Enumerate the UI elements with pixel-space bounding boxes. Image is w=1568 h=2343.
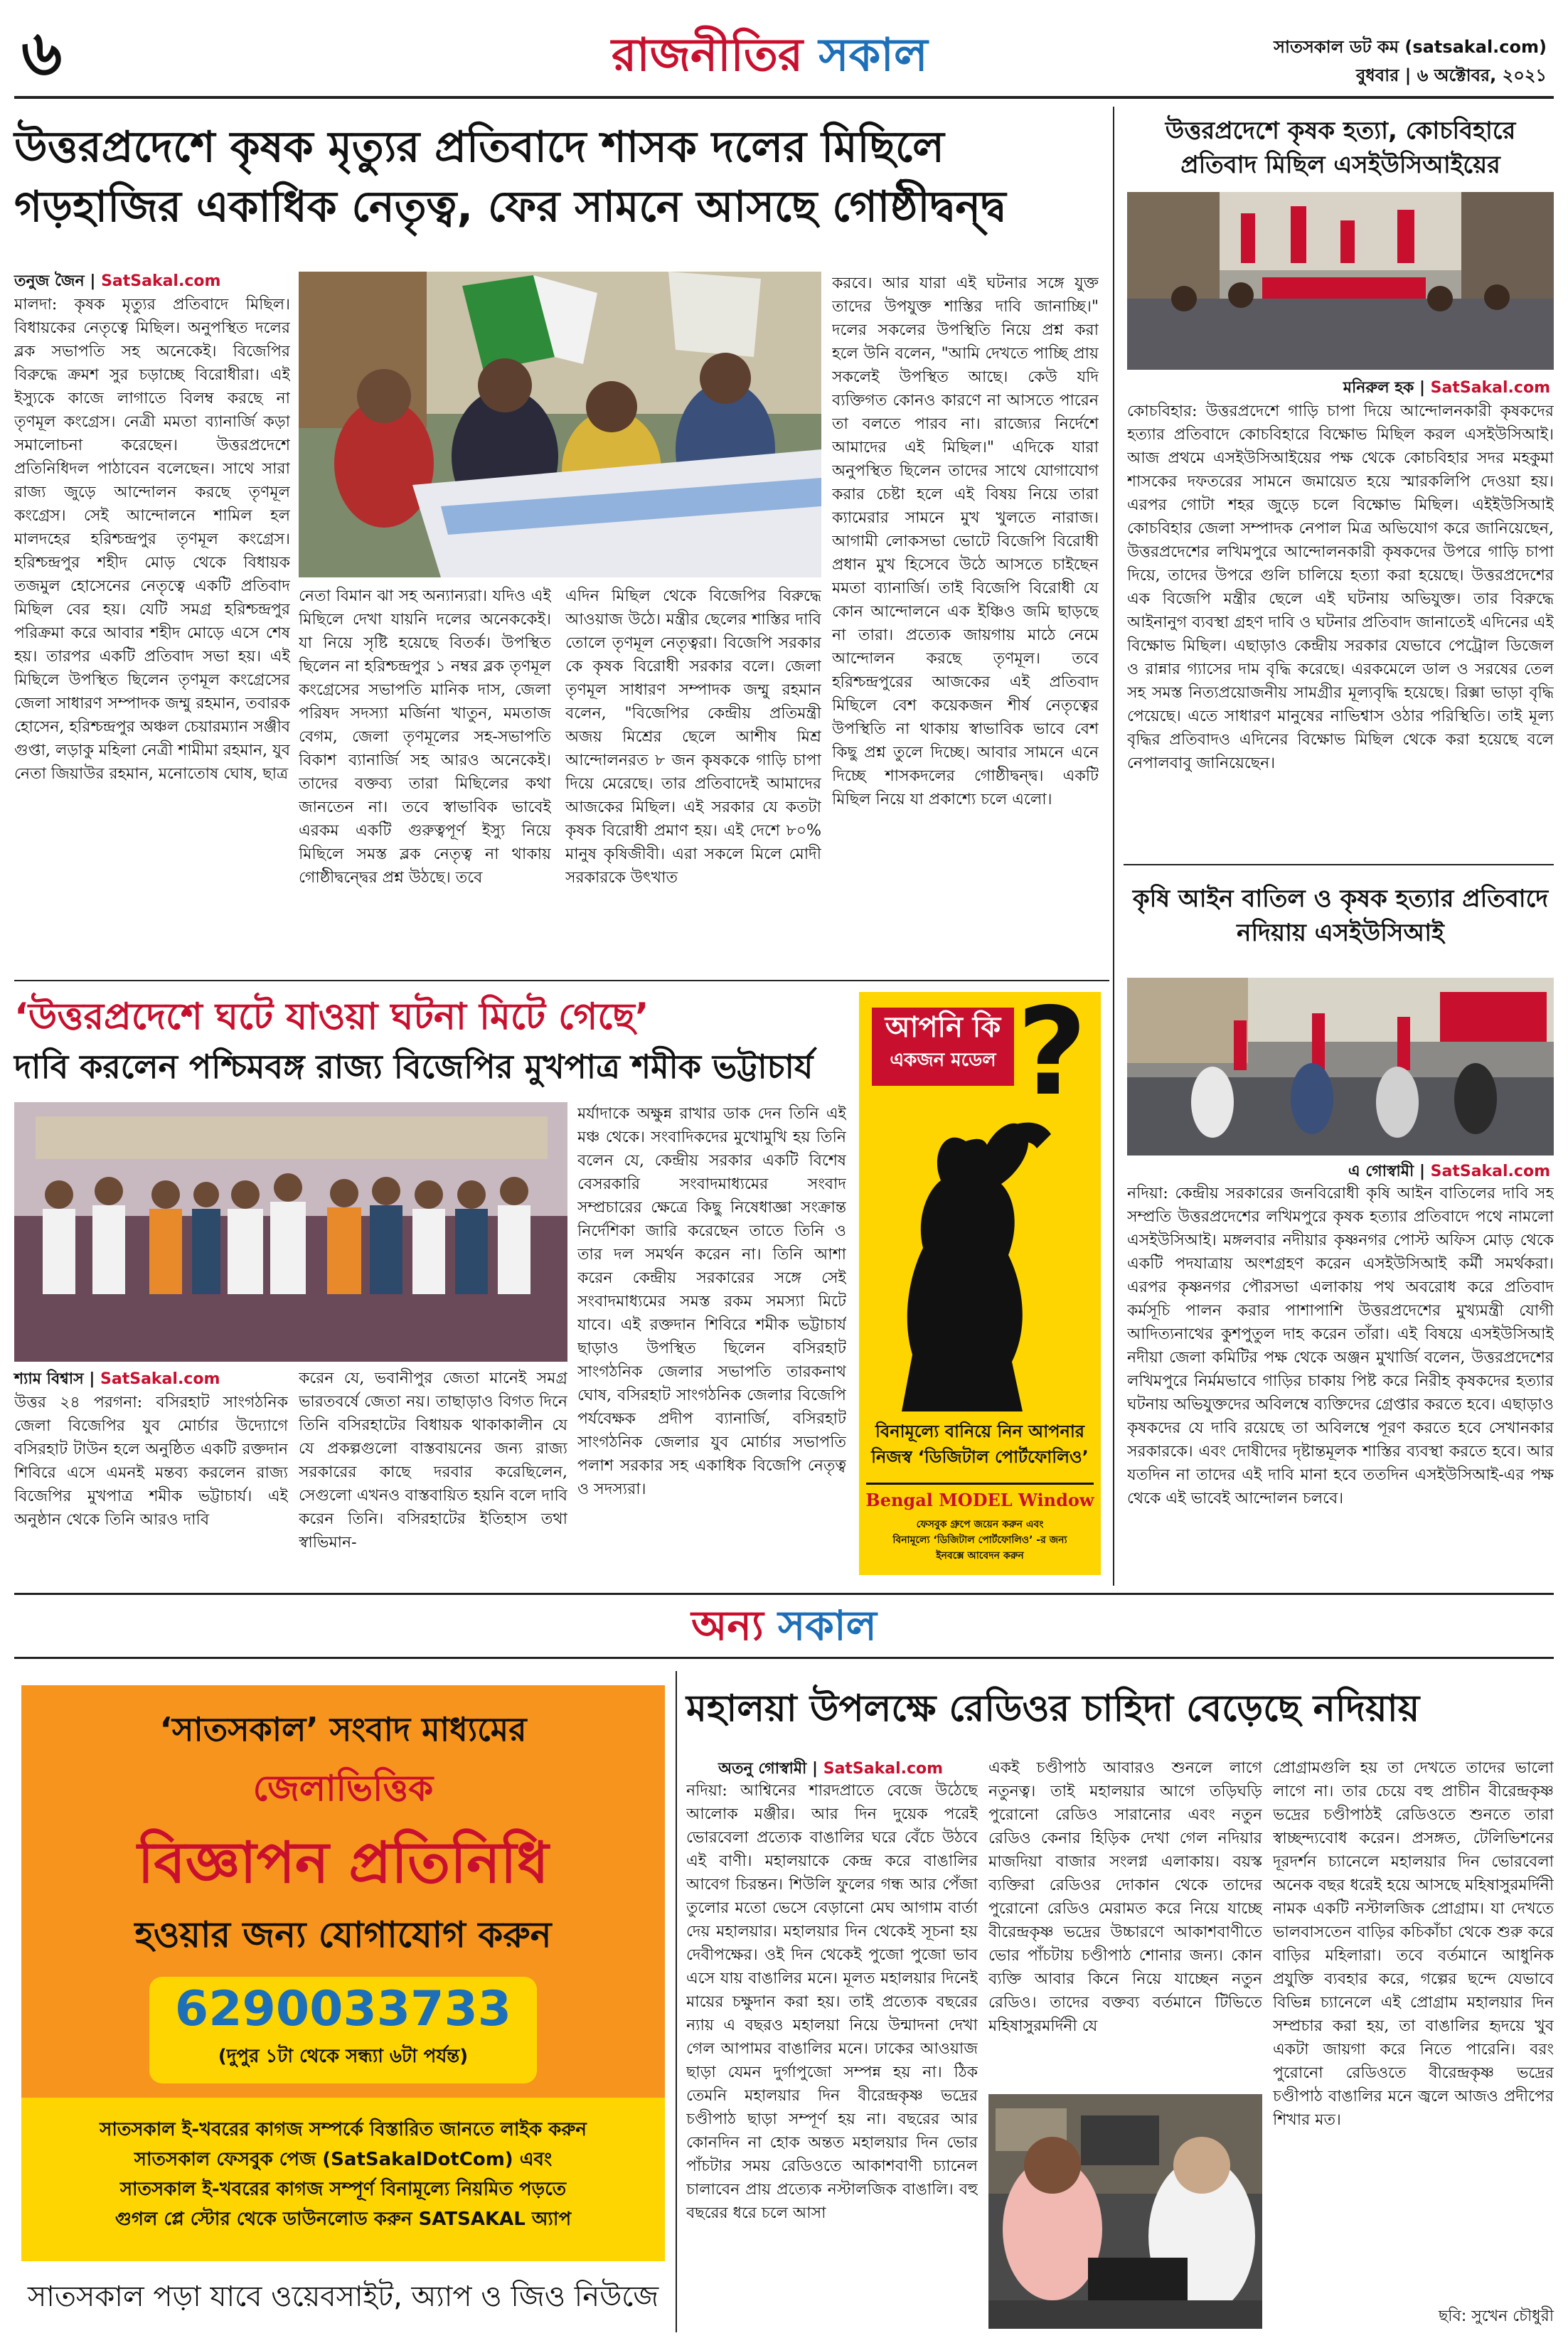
right2-body: নদিয়া: কেন্দ্রীয় সরকারের জনবিরোধী কৃষি আইন বাতিলের দাবি সহ সম্প্রতি উত্তরপ্রদেশের লখিমপুরে কৃষক হত্যার প্রতিবাদে পথে নামলো এসইউসিআই। মঙ্গলবার নদীয়ার কৃষ্ণনগর পোস্ট অফিস মোড় থেকে একটি পদযাত্রায় অংশগ্রহণ করেন এসইউসিআই কর্মী সমর্থকরা। এরপর কৃষ্ণনগর পৌরসভা এলাকায় পথ অবরোধ করে প্রতিবাদ কর্মসূচি পালন করার পাশাপাশি উত্তরপ্রদেশের মুখ্যমন্ত্রী যোগী আদিত্যনাথের কুশপুতুল দাহ করেন তাঁরা। এই বিষয়ে এসইউসিআই নদীয়া জেলা কমিটির পক্ষ থেকে অঞ্জন মুখার্জি বলেন, উত্তরপ্রদেশের লখিমপুরে নির্মমভাবে গাড়ির চাকায় পিষ্ট করে নিরীহ কৃষকদের হত্যার ঘটনায় অভিযুক্তদের অবিলম্বে ব্যক্তিদের গ্রেপ্তার করতে হবে। এছাড়াও কৃষকদের যে দাবি রয়েছে তা অবিলম্বে পূরণ করতে হবে সেখানকার সরকারকে। এবং দোষীদের দৃষ্টান্তমূলক শাস্তির ব্যবস্থা করতে হবে। আর যতদিন না তাদের এই দাবি মানা হবে ততদিন এসইউসিআই-এর পক্ষ থেকে এই ভাবেই আন্দোলন চলবে।: [1127, 1185, 1554, 1507]
right2-photo-credit: এ গোস্বামী | SatSakal.com: [1348, 1163, 1550, 1180]
radio-headline: মহালয়া উপলক্ষে রেডিওর চাহিদা বেড়েছে নদিয়ায়: [686, 1687, 1420, 1730]
lead-bottom-rule: [14, 980, 1109, 981]
model-ad-small-line2: বিনামূল্যে ‘ডিজিটাল পোর্টফোলিও’ -র জন্য: [892, 1535, 1067, 1546]
lead-col2: নেতা বিমান ঝা সহ অন্যান্যরা। যদিও এই মিছিলে দেখা যায়নি দলের অনেককেই। যা নিয়ে সৃষ্টি হয়েছে বিতর্ক। উপস্থিত ছিলেন না হরিশ্চন্দ্রপুর ১ নম্বর ব্লক তৃণমূল কংগ্রেসের সভাপতি মানিক দাস, জেলা পরিষদ সদস্যা মর্জিনা খাতুন, মমতাজ বেগম, জেলা তৃণমূলের সহ-সভাপতি বিকাশ ব্যানার্জি সহ আরও অনেকেই। তাদের বক্তব্য তারা মিছিলের কথা জানতেন না। তবে স্বাভাবিক ভাবেই এরকম একটি গুরুত্বপূর্ণ ইস্যু নিয়ে মিছিলে সমস্ত ব্লক নেতৃত্ব না থাকায় গোষ্ঠীদ্বন্দ্বের প্রশ্ন উঠছে। তবে: [299, 587, 551, 887]
bjp-headline: [14, 992, 846, 1092]
recruit-ad-footer: সাতসকাল পড়া যাবে ওয়েবসাইট, অ্যাপ ও জিও নিউজে: [27, 2280, 659, 2313]
radio-byline: অতনু গোস্বামী | SatSakal.com: [718, 1760, 944, 1778]
model-ad-question: [872, 1008, 1014, 1086]
lead-photo: [299, 272, 821, 577]
section2-rule-bottom: [14, 1657, 1554, 1659]
right2-credit-name: এ গোস্বামী: [1348, 1163, 1414, 1180]
right1-credit-site: SatSakal.com: [1430, 379, 1550, 397]
model-ad-question-line1: আপনি কি: [885, 1011, 1001, 1044]
recruit-ad-phone-box: [149, 1977, 537, 2083]
rally-photo-graphic: [1127, 192, 1554, 370]
model-silhouette-graphic: [859, 1113, 1101, 1411]
section2-rule-top: [14, 1593, 1554, 1595]
lead-byline: তনুজ জৈন | SatSakal.com: [14, 272, 221, 290]
right1-body: কোচবিহার: উত্তরপ্রদেশে গাড়ি চাপা দিয়ে আন্দোলনকারী কৃষকদের হত্যার প্রতিবাদে কোচবিহারে বিক্ষোভ মিছিল করল এসইউসিআই। আজ প্রথমে এসইউসিআইয়ের পক্ষ থেকে কোচবিহার সদর মহকুমা শাসকের দফতরের সামনে জমায়েত হয়ে স্মারকলিপি দেওয়া হয়। এরপর গোটা শহর জুড়ে চলে বিক্ষোভ মিছিল। এইইউসিআই কোচবিহার জেলা সম্পাদক নেপাল মিত্র অভিযোগ করে জানিয়েছেন, উত্তরপ্রদেশের লখিমপুরে আন্দোলনকারী কৃষকদের উপরে গাড়ি চাপা দিয়ে, তাদের উপরে গুলি চালিয়ে হত্যা করা হয়েছে। উত্তরপ্রদেশের এক বিজেপি মন্ত্রীর ছেলে এই ঘটনায় অভিযুক্ত। তার বিরুদ্ধে আইনানুগ ব্যবস্থা গ্রহণ দাবি ও ঘটনার প্রতিবাদ জানাতেই এদিনের এই বিক্ষোভ মিছিল। এছাড়াও কেন্দ্রীয় সরকার যেভাবে পেট্রোল ডিজেল ও রান্নার গ্যাসের দাম বৃদ্ধি করেছে। এরকমেলে ডাল ও সরষের তেল সহ সমস্ত নিত্যপ্রয়োজনীয় সামগ্রীর মূল্যবৃদ্ধি হয়েছে। রিক্সা ভাড়া বৃদ্ধি পেয়েছে। এতে সাধারণ মানুষের নাভিশ্বাস ওঠার পরিস্থিতি। তাই মূল্য বৃদ্ধির প্রতিবাদও এদিনের বিক্ষোভ মিছিল থেকে করা হয়েছে বলে নেপালবাবু জানিয়েছেন।: [1127, 402, 1554, 772]
radio-byline-name: অতনু গোস্বামী: [718, 1760, 807, 1778]
recruit-ad-line4: হওয়ার জন্য যোগাযোগ করুন: [134, 1914, 552, 1955]
right-story-rule: [1124, 864, 1554, 865]
bjp-photo: [14, 1102, 567, 1362]
header-rule: [14, 96, 1554, 99]
lead-headline: [14, 117, 1109, 237]
bjp-col2: করেন যে, ভবানীপুর জেতা মানেই সমগ্র ভারতবর্ষে জেতা নয়। তাছাড়াও বিগত দিনে তিনি বসিরহাটের বিধায়ক থাকাকালীন যে যে প্রকল্পগুলো বাস্তবায়নের জন্য রাজ্য সরকারের কাছে দরবার করেছিলেন, সেগুলো এখনও বাস্তবায়িত হয়নি বলে দাবি করেন তিনি। বসিরহাটের ইতিহাস তথা স্বাভিমান-: [299, 1370, 567, 1552]
recruit-ad-line1: ‘সাতসকাল’ সংবাদ মাধ্যমের: [159, 1710, 527, 1749]
bjp-byline-name: শ্যাম বিশ্বাস: [14, 1370, 84, 1388]
radio-col1: নদিয়া: আশ্বিনের শারদপ্রাতে বেজে উঠেছে আলোক মঞ্জীর। আর দিন দুয়েক পরেই ভোরবেলা প্রত্যেক বাঙালির ঘরে বেঁচে উঠবে এই বাণী। মহালয়াকে কেন্দ্র করে বাঙালির আবেগ চিরন্তন। শিউলি ফুলের গন্ধ আর পেঁজা তুলোর মতো ভেসে বেড়ানো মেঘ আগাম বার্তা দেয় মহালয়ার। মহালয়ার দিন থেকেই সূচনা হয় দেবীপক্ষের। ওই দিন থেকেই পুজো পুজো ভাব এসে যায় বাঙালির মনে। মূলত মহালয়ার দিনেই মায়ের চক্ষুদান করা হয়। তাই প্রত্যেক বছরের ন্যায় এ বছরও মহালয়া নিয়ে উন্মাদনা দেখা গেল আপামর বাঙালির মনে। ঢাকের আওয়াজ ছাড়া যেমন দুর্গাপুজো সম্পন্ন হয় না। ঠিক তেমনি মহালয়ার দিন বীরেন্দ্রকৃষ্ণ ভদ্রের চণ্ডীপাঠ ছাড়া সম্পূর্ণ হয় না। বছরের আর কোনদিন না হোক অন্তত মহালয়ার দিন ভোর পাঁচটার সময় রেডিওতে আকাশবাণী চ্যানেল চালাবেন প্রায় প্রত্যেক নস্টালজিক বাঙালি। বহু বছরের ধরে চলে আসা: [686, 1782, 978, 2222]
radio-shop-photo-graphic: [988, 2094, 1262, 2329]
radio-col2: একই চণ্ডীপাঠ আবারও শুনলে লাগে নতুনত্ব। তাই মহালয়ার আগে তড়িঘড়ি পুরোনো রেডিও সারানোর এবং নতুন রেডিও কেনার হিড়িক দেখা গেল নদিয়ার মাজদিয়া বাজার সংলগ্ন এলাকায়। বয়স্ক ব্যক্তিরা রেডিওর দোকান থেকে তাদের পুরোনো রেডিও মেরামত করে নিয়ে যাচ্ছে বীরেন্দ্রকৃষ্ণ ভদ্রের উচ্চারণে আকাশবাণীতে ভোর পাঁচটায় চণ্ডীপাঠ শোনার জন্য। কোন ব্যক্তি আবার কিনে নিয়ে যাচ্ছেন নতুন রেডিও। তাদের বক্তব্য বর্তমানে টিভিতে মহিষাসুরমর্দিনী যে: [988, 1759, 1262, 2035]
recruit-ad-phone[interactable]: 6290033733: [174, 1981, 512, 2037]
model-ad-small-line1: ফেসবুক গ্রুপে জয়েন করুন এবং: [916, 1519, 1044, 1530]
lead-byline-site: SatSakal.com: [101, 272, 221, 290]
bjp-byline: শ্যাম বিশ্বাস | SatSakal.com: [14, 1370, 220, 1388]
bottom-column-divider: [676, 1671, 677, 2332]
radio-byline-site: SatSakal.com: [823, 1760, 944, 1778]
lead-byline-name: তনুজ জৈন: [14, 272, 85, 290]
recruit-ad-line2: জেলাভিত্তিক: [252, 1768, 434, 1809]
right2-credit-site: SatSakal.com: [1430, 1163, 1550, 1180]
recruit-ad-hours: (দুপুর ১টা থেকে সন্ধ্যা ৬টা পর্যন্ত): [218, 2046, 469, 2067]
bjp-headline-line2: দাবি করলেন পশ্চিমবঙ্গ রাজ্য বিজেপির মুখপাত্র শমীক ভট্টাচার্য: [14, 1047, 814, 1086]
recruit-ad-info1: সাতসকাল ই-খবরের কাগজ সম্পর্কে বিস্তারিত জানতে লাইক করুন: [100, 2119, 587, 2140]
recruit-ad-info4: গুগল প্লে স্টোর থেকে ডাউনলোড করুন SATSAKAL অ্যাপ: [114, 2209, 572, 2230]
section-title-red: রাজনীতির: [612, 29, 804, 82]
recruit-ad-info3: সাতসকাল ই-খবরের কাগজ সম্পূর্ণ বিনামূল্যে নিয়মিত পড়তে: [119, 2179, 567, 2200]
bjp-col3: মর্যাদাকে অক্ষুন্ন রাখার ডাক দেন তিনি এই মঞ্চ থেকে। সংবাদিকদের মুখোমুখি হয় তিনি বলেন যে, কেন্দ্রীয় সরকার একটি বিশেষ বেসরকারি সংবাদমাধ্যমের সংবাদ সম্প্রচারের ক্ষেত্রে কিছু নিষেধাজ্ঞা সংক্রান্ত নির্দেশিকা জারি করেছেন তাতে তিনি ও তার দল সমর্থন করেন না। তিনি আশা করেন কেন্দ্রীয় সরকারের সঙ্গে সেই সংবাদমাধ্যমের সমস্ত রকম সমস্যা মিটে যাবে। এই রক্তদান শিবিরে শমীক ভট্টাচার্য ছাড়াও উপস্থিত ছিলেন বসিরহাট সাংগঠনিক জেলার সভাপতি তারকনাথ ঘোষ, বসিরহাট সাংগঠনিক জেলার বিজেপি পর্যবেক্ষক প্রদীপ ব্যানার্জি, বসিরহাট সাংগঠনিক জেলার যুব মোর্চার সভাপতি পলাশ সরকার সহ একাধিক বিজেপি নেতৃত্ব ও সদস্যরা।: [577, 1105, 846, 1498]
recruit-ad-info: [21, 2098, 665, 2261]
right1-photo-credit: মনিরুল হক | SatSakal.com: [1343, 379, 1550, 397]
right-column-divider: [1113, 107, 1114, 1586]
section-title: [612, 27, 928, 84]
bjp-byline-site: SatSakal.com: [100, 1370, 220, 1388]
section-title-blue: সকাল: [818, 29, 928, 82]
radio-photo: [988, 2094, 1262, 2329]
recruit-ad-line3: বিজ্ঞাপন প্রতিনিধি: [137, 1830, 549, 1896]
model-ad-question-mark: ?: [1017, 992, 1087, 1123]
section2-title-blue: সকাল: [777, 1601, 877, 1650]
model-ad-offer: [866, 1419, 1094, 1470]
section2-title-red: অন্য: [691, 1601, 764, 1650]
bjp-col1: উত্তর ২৪ পরগনা: বসিরহাট সাংগঠনিক জেলা বিজেপির যুব মোর্চার উদ্যোগে বসিরহাট টাউন হলে অনুষ্ঠিত একটি রক্তদান শিবিরে এসে এমনই মন্তব্য করলেন রাজ্য বিজেপির মুখপাত্র শমীক ভট্টাচার্য। এই অনুষ্ঠান থেকে তিনি আরও দাবি: [14, 1394, 288, 1529]
radio-col3: প্রোগ্রামগুলি হয় তা দেখতে তাদের ভালো লাগে না। তার চেয়ে বহু প্রাচীন বীরেন্দ্রকৃষ্ণ ভদ্রের চণ্ডীপাঠই রেডিওতে শুনতে তারা স্বাচ্ছন্দ্যবোধ করেন। প্রসঙ্গত, টেলিভিশনের দূরদর্শন চ্যানেলে মহালয়ার দিন ভোরবেলা অনেক বছর ধরেই হয়ে আসছে মহিষাসুরমর্দিনী নামক একটি নস্টালজিক প্রোগ্রাম। যা দেখতে ভালবাসতেন বাড়ির কচিকাঁচা থেকে শুরু করে বাড়ির মহিলারা। তবে বর্তমানে আধুনিক প্রযুক্তি ব্যবহার করে, গল্পের ছন্দে যেভাবে বিভিন্ন চ্যানেলে এই প্রোগ্রাম মহালয়ার দিন সম্প্রচার করা হয়, তা বাঙালির হৃদয়ে খুব একটা জায়গা করে নিতে পারেনি। বরং পুরোনো রেডিওতে বীরেন্দ্রকৃষ্ণ ভদ্রের চণ্ডীপাঠ বাঙালির মনে জ্বলে আজও প্রদীপের শিখার মত।: [1273, 1759, 1554, 2129]
right1-credit-name: মনিরুল হক: [1343, 379, 1414, 397]
lead-col4: করবে। আর যারা এই ঘটনার সঙ্গে যুক্ত তাদের উপযুক্ত শাস্তির দাবি জানাচ্ছি।" দলের সকলের উপস্থিতি নিয়ে প্রশ্ন করা হলে উনি বলেন, "আমি দেখতে পাচ্ছি প্রায় সকলেই উপস্থিত আছে। কেউ যদি ব্যক্তিগত কোনও কারণে না আসতে পারেন তা বলতে পারব না। রাজ্যের নির্দেশে আমাদের এই মিছিল।" এদিকে যারা অনুপস্থিত ছিলেন তাদের সাথে যোগাযোগ করার চেষ্টা হলে এই বিষয় নিয়ে তারা ক্যামেরার সামনে মুখ খুলতে নারাজ। আগামী লোকসভা ভোটে বিজেপি বিরোধী প্রধান মুখ হিসেবে উঠে আসতে চাইছেন মমতা ব্যানার্জি। তাই বিজেপি বিরোধী যে কোন আন্দোলনে এক ইঞ্চিও জমি ছাড়ছে না তারা। প্রত্যেক জায়গায় মাঠে নেমে আন্দোলন করছে তৃণমূল। তবে হরিশ্চন্দ্রপুরের আজকের এই প্রতিবাদ মিছিলে বেশ কয়েকজন শীর্ষ নেতৃত্বের উপস্থিতি না থাকায় স্বাভাবিক ভাবে বেশ কিছু প্রশ্ন তুলে দিচ্ছে। আবার সামনে এনে দিচ্ছে শাসকদলের গোষ্ঠীদ্বন্দ্ব। একটি মিছিল নিয়ে যা প্রকাশ্যে চলে এলো।: [832, 274, 1099, 808]
right1-photo: [1127, 192, 1554, 370]
recruit-ad-info2: সাতসকাল ফেসবুক পেজ (SatSakalDotCom) এবং: [134, 2149, 553, 2170]
lead-headline-line1: উত্তরপ্রদেশে কৃষক মৃত্যুর প্রতিবাদে শাসক দলের মিছিলে: [14, 122, 944, 172]
blood-donation-photo-graphic: [14, 1102, 567, 1362]
model-ad-question-line2: একজন মডেল: [890, 1050, 996, 1071]
right1-headline: উত্তরপ্রদেশে কৃষক হত্যা, কোচবিহারে প্রতিবাদ মিছিল এসইউসিআইয়ের: [1165, 117, 1516, 179]
model-ad[interactable]: [859, 992, 1101, 1575]
lead-headline-line2: গড়হাজির একাধিক নেতৃত্ব, ফের সামনে আসছে গোষ্ঠীদ্বন্দ্ব: [14, 182, 1006, 232]
model-ad-brand: Bengal MODEL Window: [865, 1490, 1094, 1510]
radio-photo-credit: ছবি: সুখেন চৌধুরী: [1438, 2307, 1554, 2325]
nadia-rally-photo-graphic: [1127, 978, 1554, 1156]
model-ad-small: [863, 1517, 1097, 1564]
lead-col1: মালদা: কৃষক মৃত্যুর প্রতিবাদে মিছিল। বিধায়কের নেতৃত্বে মিছিল। অনুপস্থিত দলের ব্লক সভাপতি সহ অনেকেই। বিজেপির বিরুদ্ধে ক্রমশ সুর চড়াচ্ছে বিরোধীরা। এই ইস্যুকে কাজে লাগাতে বিলম্ব করছে না তৃণমূল কংগ্রেস। নেত্রী মমতা ব্যানার্জি কড়া সমালোচনা করেছেন। উত্তরপ্রদেশে প্রতিনিধিদল পাঠাবেন বলেছেন। সাথে সারা রাজ্য জুড়ে আন্দোলন করছে তৃণমূল কংগ্রেস। সেই আন্দোলনে শামিল হল মালদহের হরিশ্চন্দ্রপুর তৃণমূল কংগ্রেস। হরিশ্চন্দ্রপুর শহীদ মোড় থেকে বিধায়ক তজমুল হোসেনের নেতৃত্বে একটি প্রতিবাদ মিছিল বের হয়। যেটি সমগ্র হরিশ্চন্দ্রপুর পরিক্রমা করে আবার শহীদ মোড়ে এসে শেষ হয়। তারপর একটি প্রতিবাদ সভা হয়। এই মিছিলে উপস্থিত ছিলেন তৃণমূল কংগ্রেসের জেলা সাধারণ সম্পাদক জম্মু রহমান, তবারক হোসেন, হরিশ্চন্দ্রপুর অঞ্চল চেয়ারম্যান সঞ্জীব গুপ্তা, লড়াকু মহিলা নেত্রী শামীমা রহমান, যুব নেতা জিয়াউর রহমান, মনোতোষ ঘোষ, ছাত্র: [14, 296, 290, 783]
model-ad-small-line3: ইনবক্সে আবেদন করুন: [936, 1550, 1024, 1562]
model-ad-divider: [866, 1483, 1094, 1485]
section2-title: [0, 1599, 1568, 1653]
right2-photo: [1127, 978, 1554, 1156]
page-number: ৬: [21, 16, 63, 90]
model-ad-offer-line2: নিজস্ব ‘ডিজিটাল পোর্টফোলিও’: [871, 1447, 1089, 1467]
recruit-ad[interactable]: [21, 1685, 665, 2261]
bjp-headline-line1: ‘উত্তরপ্রদেশে ঘটে যাওয়া ঘটনা মিটে গেছে’: [14, 996, 649, 1038]
site-name: সাতসকাল ডট কম (satsakal.com): [1274, 37, 1547, 57]
protest-photo-graphic: [299, 272, 821, 577]
issue-date: বুধবার | ৬ অক্টোবর, ২০২১: [1355, 65, 1547, 85]
right2-headline: কৃষি আইন বাতিল ও কৃষক হত্যার প্রতিবাদে নদিয়ায় এসইউসিআই: [1132, 885, 1549, 947]
lead-col3: এদিন মিছিল থেকে বিজেপির বিরুদ্ধে আওয়াজ উঠে। মন্ত্রীর ছেলের শাস্তির দাবি তোলে তৃণমূল নেতৃত্বরা। বিজেপি সরকার কে কৃষক বিরোধী সরকার বলে। জেলা তৃণমূল সাধারণ সম্পাদক জম্মু রহমান বলেন, "বিজেপির কেন্দ্রীয় প্রতিমন্ত্রী অজয় মিশ্রের ছেলে আশীষ মিশ্র আন্দোলনরত ৮ জন কৃষককে গাড়ি চাপা দিয়ে মেরেছে। তার প্রতিবাদেই আমাদের আজকের মিছিল। এই সরকার যে কতটা কৃষক বিরোধী প্রমাণ হয়। এই দেশে ৮০% মানুষ কৃষিজীবী। এরা সকলে মিলে মোদী সরকারকে উৎখাত: [565, 587, 821, 887]
model-ad-offer-line1: বিনামূল্যে বানিয়ে নিন আপনার: [875, 1421, 1084, 1441]
